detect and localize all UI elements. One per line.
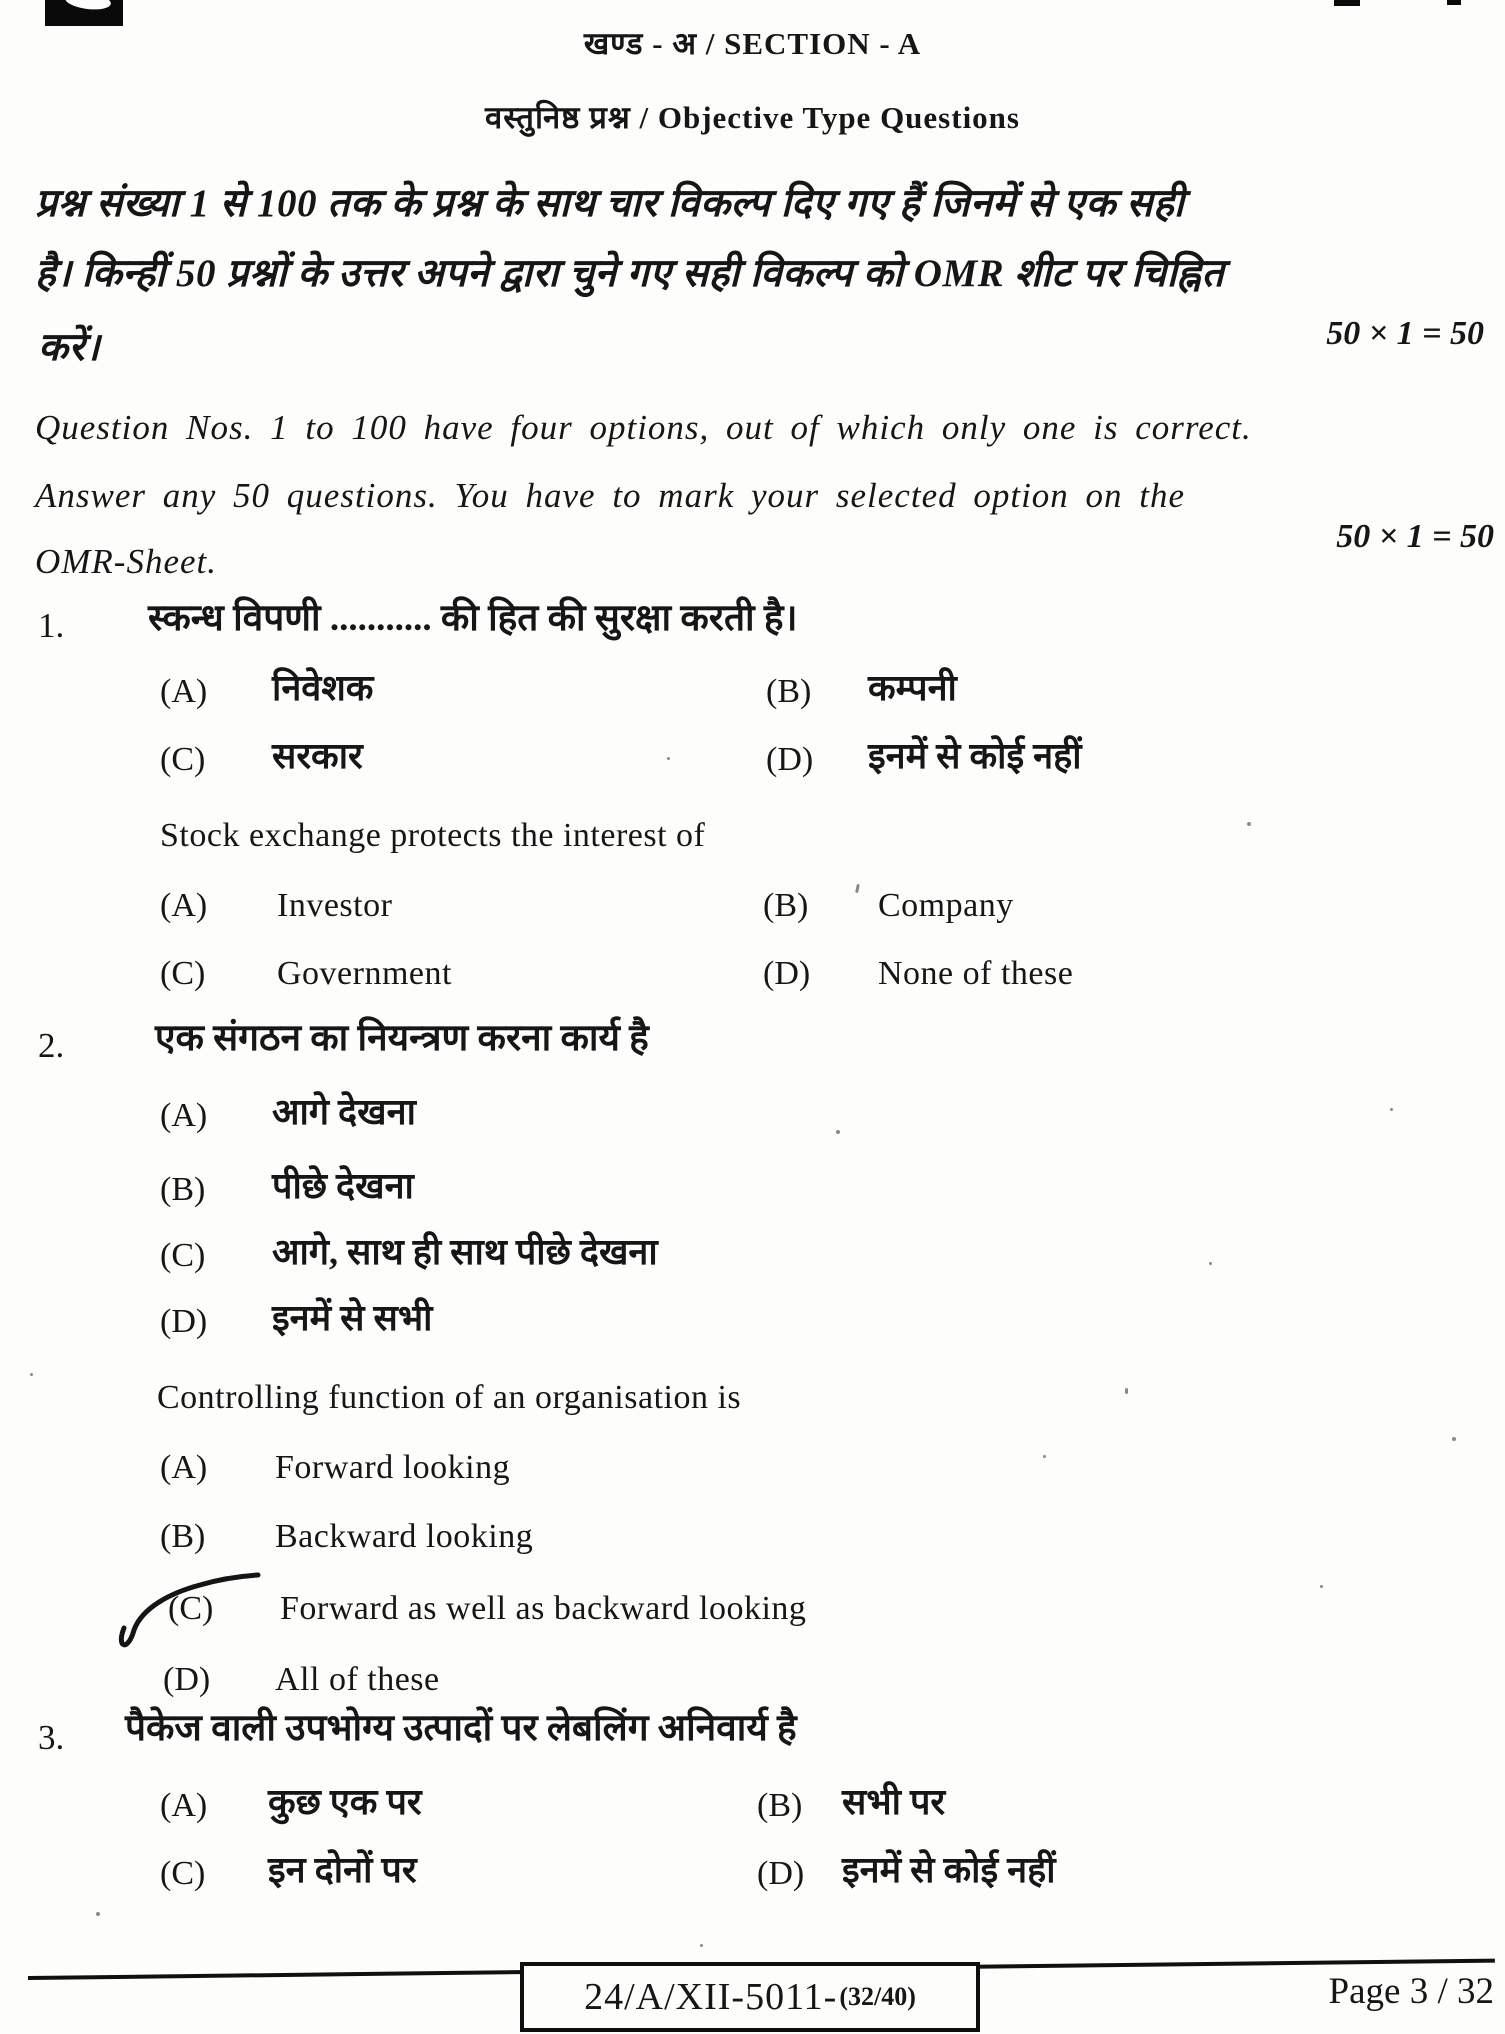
option-label: (C) [160, 955, 206, 992]
section-heading: खण्ड - अ / SECTION - A [583, 26, 922, 61]
scan-speck [1247, 822, 1251, 826]
option-text: Government [277, 955, 452, 992]
scan-speck [700, 1944, 703, 1947]
option-text: सरकार [272, 736, 363, 776]
instructions-hindi-line3: करें। [38, 326, 101, 369]
option-label: (D) [160, 1303, 208, 1340]
option-label: (B) [757, 1787, 803, 1824]
scan-speck [1390, 1108, 1393, 1111]
option-text: सभी पर [842, 1782, 946, 1822]
option-text: इन दोनों पर [268, 1850, 417, 1890]
instructions-hindi-line1: प्रश्न संख्या 1 से 100 तक के प्रश्न के साथ चार विकल्प दिए गए हैं जिनमें से एक सही [35, 182, 1185, 225]
question-number: 1. [38, 606, 65, 645]
scan-edge-mark [1334, 0, 1360, 6]
option-label: (B) [763, 887, 809, 924]
question-number: 2. [38, 1026, 65, 1065]
option-text: आगे, साथ ही साथ पीछे देखना [272, 1232, 658, 1272]
option-text: आगे देखना [272, 1092, 416, 1132]
option-label: (B) [766, 673, 812, 710]
instructions-hindi-line2: है। किन्हीं 50 प्रश्नों के उत्तर अपने द्वारा चुने गए सही विकल्प को OMR शीट पर चिह्नित [35, 252, 1225, 295]
option-text: Forward looking [275, 1449, 511, 1486]
scan-speck [836, 1130, 840, 1134]
subsection-heading: वस्तुनिष्ठ प्रश्न / Objective Type Questions [484, 100, 1020, 135]
scan-speck [667, 757, 670, 760]
option-text: None of these [878, 955, 1074, 992]
option-label: (D) [757, 1855, 805, 1892]
scan-speck [855, 884, 860, 893]
paper-code-suffix: (32/40) [839, 1982, 916, 2011]
cropped-logo-mark [45, 0, 123, 26]
option-label: (D) [163, 1661, 211, 1698]
option-text: इनमें से सभी [272, 1298, 433, 1338]
option-text: इनमें से कोई नहीं [868, 736, 1082, 776]
option-label: (C) [160, 741, 206, 778]
scan-speck [1209, 1262, 1212, 1265]
option-text: कुछ एक पर [268, 1782, 422, 1822]
scan-speck [1452, 1437, 1456, 1441]
option-text: Backward looking [275, 1518, 534, 1555]
option-label: (A) [160, 1449, 208, 1486]
question-stem-hindi: एक संगठन का नियन्त्रण करना कार्य है [155, 1018, 649, 1059]
scan-speck [1043, 1455, 1046, 1458]
question-stem-hindi: स्कन्ध विपणी ........... की हित की सुरक्षा करती है। [148, 598, 798, 639]
question-stem-english: Controlling function of an organisation is [157, 1379, 742, 1416]
option-text: कम्पनी [868, 668, 957, 708]
paper-code: 24/A/XII-5011- [584, 1976, 838, 2018]
scan-speck [1125, 1388, 1128, 1394]
scan-edge-mark [1447, 0, 1461, 5]
option-label: (A) [160, 1787, 208, 1824]
page-indicator: Page 3 / 32 [1328, 1971, 1494, 2012]
option-text: Forward as well as backward looking [280, 1590, 807, 1627]
option-label: (D) [763, 955, 811, 992]
option-text: All of these [275, 1661, 440, 1698]
option-text: Company [878, 887, 1014, 924]
option-label: (C) [160, 1237, 206, 1274]
option-label: (A) [160, 887, 208, 924]
question-stem-english: Stock exchange protects the interest of [160, 817, 706, 854]
instructions-english-line3: OMR-Sheet. [35, 542, 218, 581]
scan-speck [96, 1912, 100, 1916]
option-text: Investor [277, 887, 393, 924]
question-stem-hindi: पैकेज वाली उपभोग्य उत्पादों पर लेबलिंग अनिवार्य है [125, 1708, 797, 1749]
instructions-english-line1: Question Nos. 1 to 100 have four options, out of which only one is correct. [35, 408, 1252, 447]
option-label: (C) [160, 1855, 206, 1892]
paper-code-box [520, 1962, 980, 2032]
option-text: इनमें से कोई नहीं [842, 1850, 1056, 1890]
scan-speck [30, 1373, 33, 1376]
option-label: (A) [160, 1097, 208, 1134]
option-label: (B) [160, 1171, 206, 1208]
marks-scheme-english: 50 × 1 = 50 [1336, 518, 1494, 555]
option-text: पीछे देखना [272, 1166, 414, 1206]
option-text: निवेशक [272, 668, 374, 708]
question-number: 3. [38, 1718, 65, 1757]
option-label: (C) [168, 1590, 214, 1627]
instructions-english-line2: Answer any 50 questions. You have to mark your selected option on the [35, 476, 1186, 515]
handwritten-tick-icon [112, 1566, 264, 1656]
option-label: (A) [160, 673, 208, 710]
scan-speck [1320, 1585, 1323, 1588]
option-label: (B) [160, 1518, 206, 1555]
marks-scheme-hindi: 50 × 1 = 50 [1326, 315, 1484, 352]
option-label: (D) [766, 741, 814, 778]
